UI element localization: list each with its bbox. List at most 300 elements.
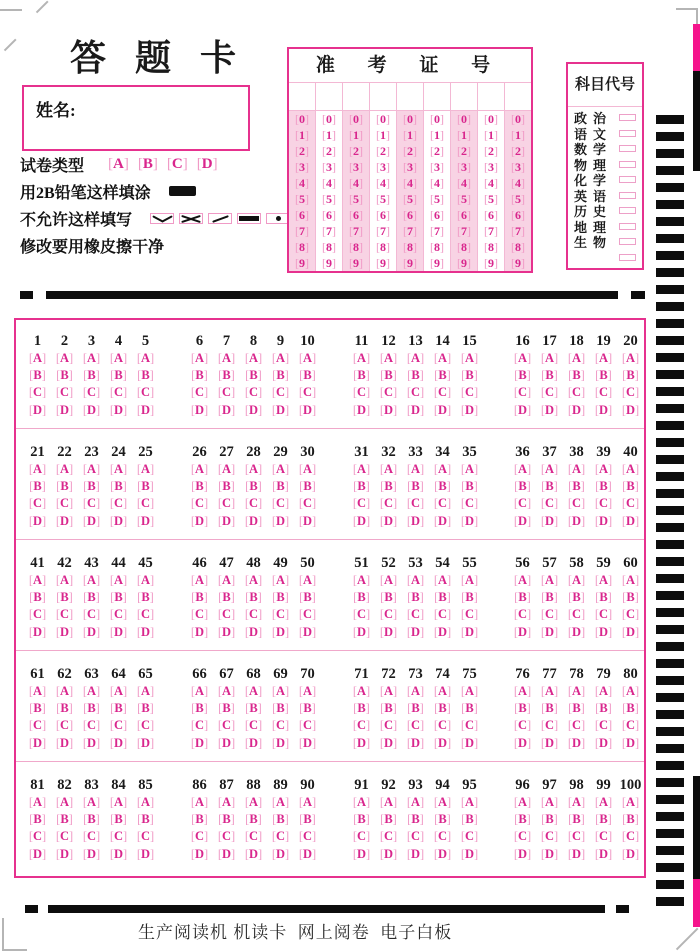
answer-bubble-80a[interactable]	[617, 683, 644, 700]
answer-bubble-42a[interactable]	[51, 572, 78, 589]
answer-bubble-53a[interactable]	[402, 572, 429, 589]
answer-bubble-27b[interactable]	[213, 478, 240, 495]
admission-digit-bubble-4[interactable]	[397, 175, 423, 191]
admission-digit-bubble-0[interactable]	[316, 111, 342, 127]
answer-bubble-98c[interactable]	[563, 828, 590, 845]
answer-bubble-41c[interactable]	[24, 606, 51, 623]
answer-bubble-40b[interactable]	[617, 478, 644, 495]
answer-bubble-36b[interactable]	[509, 478, 536, 495]
answer-bubble-96d[interactable]	[509, 846, 536, 863]
answer-bubble-88b[interactable]	[240, 811, 267, 828]
admission-digit-bubble-6[interactable]	[478, 207, 504, 223]
answer-bubble-17b[interactable]	[536, 367, 563, 384]
answer-bubble-29c[interactable]	[267, 495, 294, 512]
answer-bubble-43b[interactable]	[78, 589, 105, 606]
answer-bubble-92d[interactable]	[375, 846, 402, 863]
answer-bubble-9c[interactable]	[267, 384, 294, 401]
admission-digit-bubble-2[interactable]	[424, 143, 450, 159]
admission-digit-bubble-0[interactable]	[451, 111, 477, 127]
admission-digit-bubble-2[interactable]	[397, 143, 423, 159]
admission-digit-bubble-0[interactable]	[505, 111, 531, 127]
answer-bubble-79d[interactable]	[590, 735, 617, 752]
answer-bubble-13c[interactable]	[402, 384, 429, 401]
answer-bubble-30b[interactable]	[294, 478, 321, 495]
admission-digit-bubble-6[interactable]	[370, 207, 396, 223]
answer-bubble-47d[interactable]	[213, 624, 240, 641]
admission-digit-bubble-3[interactable]	[424, 159, 450, 175]
answer-bubble-28d[interactable]	[240, 513, 267, 530]
answer-bubble-18d[interactable]	[563, 402, 590, 419]
answer-bubble-100b[interactable]	[617, 811, 644, 828]
answer-bubble-40c[interactable]	[617, 495, 644, 512]
answer-bubble-36a[interactable]	[509, 461, 536, 478]
answer-bubble-36c[interactable]	[509, 495, 536, 512]
answer-bubble-27c[interactable]	[213, 495, 240, 512]
answer-bubble-15c[interactable]	[456, 384, 483, 401]
answer-bubble-95c[interactable]	[456, 828, 483, 845]
admission-digit-bubble-2[interactable]	[451, 143, 477, 159]
answer-bubble-80d[interactable]	[617, 735, 644, 752]
name-input-box[interactable]	[22, 85, 250, 151]
answer-bubble-22d[interactable]	[51, 513, 78, 530]
subject-bubble[interactable]	[619, 176, 636, 183]
answer-bubble-26d[interactable]	[186, 513, 213, 530]
answer-bubble-67d[interactable]	[213, 735, 240, 752]
answer-bubble-4c[interactable]	[105, 384, 132, 401]
answer-bubble-21b[interactable]	[24, 478, 51, 495]
answer-bubble-50d[interactable]	[294, 624, 321, 641]
answer-bubble-59d[interactable]	[590, 624, 617, 641]
answer-bubble-60d[interactable]	[617, 624, 644, 641]
answer-bubble-70a[interactable]	[294, 683, 321, 700]
subject-bubble[interactable]	[619, 145, 636, 152]
admission-digit-bubble-2[interactable]	[343, 143, 369, 159]
answer-bubble-60b[interactable]	[617, 589, 644, 606]
admission-digit-bubble-3[interactable]	[478, 159, 504, 175]
answer-bubble-58a[interactable]	[563, 572, 590, 589]
answer-bubble-9b[interactable]	[267, 367, 294, 384]
answer-bubble-47b[interactable]	[213, 589, 240, 606]
answer-bubble-60c[interactable]	[617, 606, 644, 623]
answer-bubble-76a[interactable]	[509, 683, 536, 700]
answer-bubble-40d[interactable]	[617, 513, 644, 530]
answer-bubble-96b[interactable]	[509, 811, 536, 828]
answer-bubble-62c[interactable]	[51, 717, 78, 734]
answer-bubble-25c[interactable]	[132, 495, 159, 512]
admission-digit-bubble-4[interactable]	[478, 175, 504, 191]
answer-bubble-95d[interactable]	[456, 846, 483, 863]
answer-bubble-59c[interactable]	[590, 606, 617, 623]
answer-bubble-74b[interactable]	[429, 700, 456, 717]
answer-bubble-4b[interactable]	[105, 367, 132, 384]
admission-digit-bubble-5[interactable]	[343, 191, 369, 207]
answer-bubble-73c[interactable]	[402, 717, 429, 734]
answer-bubble-75b[interactable]	[456, 700, 483, 717]
answer-bubble-20a[interactable]	[617, 350, 644, 367]
answer-bubble-66b[interactable]	[186, 700, 213, 717]
answer-bubble-90c[interactable]	[294, 828, 321, 845]
answer-bubble-38b[interactable]	[563, 478, 590, 495]
answer-bubble-63c[interactable]	[78, 717, 105, 734]
answer-bubble-68d[interactable]	[240, 735, 267, 752]
answer-bubble-39a[interactable]	[590, 461, 617, 478]
answer-bubble-97b[interactable]	[536, 811, 563, 828]
admission-digit-bubble-6[interactable]	[397, 207, 423, 223]
subject-bubble[interactable]	[619, 114, 636, 121]
admission-digit-bubble-6[interactable]	[424, 207, 450, 223]
answer-bubble-34c[interactable]	[429, 495, 456, 512]
answer-bubble-46b[interactable]	[186, 589, 213, 606]
answer-bubble-1a[interactable]	[24, 350, 51, 367]
answer-bubble-87b[interactable]	[213, 811, 240, 828]
answer-bubble-65a[interactable]	[132, 683, 159, 700]
answer-bubble-59b[interactable]	[590, 589, 617, 606]
answer-bubble-49c[interactable]	[267, 606, 294, 623]
answer-bubble-63b[interactable]	[78, 700, 105, 717]
answer-bubble-83a[interactable]	[78, 794, 105, 811]
answer-bubble-54b[interactable]	[429, 589, 456, 606]
answer-bubble-11c[interactable]	[348, 384, 375, 401]
answer-bubble-23d[interactable]	[78, 513, 105, 530]
admission-digit-bubble-3[interactable]	[343, 159, 369, 175]
answer-bubble-80b[interactable]	[617, 700, 644, 717]
answer-bubble-32a[interactable]	[375, 461, 402, 478]
answer-bubble-71d[interactable]	[348, 735, 375, 752]
answer-bubble-1d[interactable]	[24, 402, 51, 419]
answer-bubble-15d[interactable]	[456, 402, 483, 419]
answer-bubble-22a[interactable]	[51, 461, 78, 478]
answer-bubble-73b[interactable]	[402, 700, 429, 717]
answer-bubble-57d[interactable]	[536, 624, 563, 641]
answer-bubble-61d[interactable]	[24, 735, 51, 752]
answer-bubble-12d[interactable]	[375, 402, 402, 419]
answer-bubble-63a[interactable]	[78, 683, 105, 700]
answer-bubble-5c[interactable]	[132, 384, 159, 401]
answer-bubble-34d[interactable]	[429, 513, 456, 530]
subject-bubble[interactable]	[619, 238, 636, 245]
answer-bubble-14c[interactable]	[429, 384, 456, 401]
answer-bubble-49b[interactable]	[267, 589, 294, 606]
answer-bubble-31d[interactable]	[348, 513, 375, 530]
answer-bubble-76b[interactable]	[509, 700, 536, 717]
answer-bubble-49d[interactable]	[267, 624, 294, 641]
admission-digit-bubble-5[interactable]	[505, 191, 531, 207]
answer-bubble-69b[interactable]	[267, 700, 294, 717]
admission-digit-bubble-8[interactable]	[451, 239, 477, 255]
answer-bubble-75d[interactable]	[456, 735, 483, 752]
answer-bubble-70b[interactable]	[294, 700, 321, 717]
answer-bubble-37c[interactable]	[536, 495, 563, 512]
answer-bubble-59a[interactable]	[590, 572, 617, 589]
answer-bubble-16d[interactable]	[509, 402, 536, 419]
admission-digit-bubble-6[interactable]	[505, 207, 531, 223]
answer-bubble-82d[interactable]	[51, 846, 78, 863]
answer-bubble-23b[interactable]	[78, 478, 105, 495]
answer-bubble-29d[interactable]	[267, 513, 294, 530]
admission-digit-bubble-2[interactable]	[316, 143, 342, 159]
answer-bubble-46a[interactable]	[186, 572, 213, 589]
answer-bubble-54a[interactable]	[429, 572, 456, 589]
answer-bubble-77d[interactable]	[536, 735, 563, 752]
admission-digit-bubble-2[interactable]	[505, 143, 531, 159]
answer-bubble-55d[interactable]	[456, 624, 483, 641]
answer-bubble-53b[interactable]	[402, 589, 429, 606]
answer-bubble-19a[interactable]	[590, 350, 617, 367]
answer-bubble-82c[interactable]	[51, 828, 78, 845]
answer-bubble-64c[interactable]	[105, 717, 132, 734]
answer-bubble-39c[interactable]	[590, 495, 617, 512]
admission-digit-bubble-8[interactable]	[343, 239, 369, 255]
answer-bubble-44c[interactable]	[105, 606, 132, 623]
answer-bubble-19c[interactable]	[590, 384, 617, 401]
answer-bubble-37b[interactable]	[536, 478, 563, 495]
answer-bubble-65b[interactable]	[132, 700, 159, 717]
answer-bubble-20d[interactable]	[617, 402, 644, 419]
answer-bubble-92b[interactable]	[375, 811, 402, 828]
answer-bubble-37d[interactable]	[536, 513, 563, 530]
answer-bubble-66d[interactable]	[186, 735, 213, 752]
answer-bubble-100d[interactable]	[617, 846, 644, 863]
answer-bubble-9d[interactable]	[267, 402, 294, 419]
answer-bubble-75a[interactable]	[456, 683, 483, 700]
admission-digit-bubble-3[interactable]	[397, 159, 423, 175]
answer-bubble-26b[interactable]	[186, 478, 213, 495]
answer-bubble-72a[interactable]	[375, 683, 402, 700]
answer-bubble-55c[interactable]	[456, 606, 483, 623]
answer-bubble-89d[interactable]	[267, 846, 294, 863]
answer-bubble-10b[interactable]	[294, 367, 321, 384]
answer-bubble-32c[interactable]	[375, 495, 402, 512]
answer-bubble-42b[interactable]	[51, 589, 78, 606]
answer-bubble-98d[interactable]	[563, 846, 590, 863]
answer-bubble-52b[interactable]	[375, 589, 402, 606]
answer-bubble-68c[interactable]	[240, 717, 267, 734]
answer-bubble-48a[interactable]	[240, 572, 267, 589]
admission-digit-bubble-7[interactable]	[343, 223, 369, 239]
admission-digit-bubble-4[interactable]	[505, 175, 531, 191]
admission-digit-bubble-5[interactable]	[316, 191, 342, 207]
admission-digit-bubble-9[interactable]	[505, 255, 531, 271]
answer-bubble-94d[interactable]	[429, 846, 456, 863]
answer-bubble-68b[interactable]	[240, 700, 267, 717]
answer-bubble-84d[interactable]	[105, 846, 132, 863]
answer-bubble-29b[interactable]	[267, 478, 294, 495]
answer-bubble-31b[interactable]	[348, 478, 375, 495]
answer-bubble-5d[interactable]	[132, 402, 159, 419]
admission-digit-bubble-4[interactable]	[424, 175, 450, 191]
answer-bubble-44d[interactable]	[105, 624, 132, 641]
paper-type-option-a[interactable]	[108, 156, 129, 173]
answer-bubble-85d[interactable]	[132, 846, 159, 863]
answer-bubble-87a[interactable]	[213, 794, 240, 811]
subject-bubble[interactable]	[619, 161, 636, 168]
answer-bubble-97d[interactable]	[536, 846, 563, 863]
admission-digit-bubble-5[interactable]	[397, 191, 423, 207]
answer-bubble-47c[interactable]	[213, 606, 240, 623]
answer-bubble-4a[interactable]	[105, 350, 132, 367]
answer-bubble-97c[interactable]	[536, 828, 563, 845]
admission-write-cell[interactable]	[370, 83, 397, 110]
admission-digit-bubble-8[interactable]	[370, 239, 396, 255]
answer-bubble-78c[interactable]	[563, 717, 590, 734]
answer-bubble-29a[interactable]	[267, 461, 294, 478]
admission-write-cell[interactable]	[343, 83, 370, 110]
answer-bubble-67c[interactable]	[213, 717, 240, 734]
answer-bubble-78a[interactable]	[563, 683, 590, 700]
answer-bubble-71a[interactable]	[348, 683, 375, 700]
admission-digit-bubble-5[interactable]	[478, 191, 504, 207]
answer-bubble-88a[interactable]	[240, 794, 267, 811]
answer-bubble-17c[interactable]	[536, 384, 563, 401]
admission-digit-bubble-1[interactable]	[316, 127, 342, 143]
admission-digit-bubble-7[interactable]	[478, 223, 504, 239]
answer-bubble-47a[interactable]	[213, 572, 240, 589]
admission-digit-bubble-1[interactable]	[289, 127, 315, 143]
answer-bubble-65c[interactable]	[132, 717, 159, 734]
admission-digit-bubble-7[interactable]	[451, 223, 477, 239]
admission-digit-bubble-9[interactable]	[478, 255, 504, 271]
answer-bubble-52c[interactable]	[375, 606, 402, 623]
admission-digit-bubble-8[interactable]	[289, 239, 315, 255]
answer-bubble-70d[interactable]	[294, 735, 321, 752]
answer-bubble-42c[interactable]	[51, 606, 78, 623]
answer-bubble-24d[interactable]	[105, 513, 132, 530]
answer-bubble-84b[interactable]	[105, 811, 132, 828]
answer-bubble-100c[interactable]	[617, 828, 644, 845]
answer-bubble-21d[interactable]	[24, 513, 51, 530]
answer-bubble-86d[interactable]	[186, 846, 213, 863]
answer-bubble-4d[interactable]	[105, 402, 132, 419]
answer-bubble-12c[interactable]	[375, 384, 402, 401]
answer-bubble-90a[interactable]	[294, 794, 321, 811]
answer-bubble-71b[interactable]	[348, 700, 375, 717]
answer-bubble-68a[interactable]	[240, 683, 267, 700]
answer-bubble-5a[interactable]	[132, 350, 159, 367]
answer-bubble-28c[interactable]	[240, 495, 267, 512]
answer-bubble-15a[interactable]	[456, 350, 483, 367]
answer-bubble-8c[interactable]	[240, 384, 267, 401]
answer-bubble-54c[interactable]	[429, 606, 456, 623]
answer-bubble-39b[interactable]	[590, 478, 617, 495]
answer-bubble-2a[interactable]	[51, 350, 78, 367]
answer-bubble-52d[interactable]	[375, 624, 402, 641]
answer-bubble-7b[interactable]	[213, 367, 240, 384]
answer-bubble-72c[interactable]	[375, 717, 402, 734]
answer-bubble-64b[interactable]	[105, 700, 132, 717]
admission-digit-bubble-9[interactable]	[451, 255, 477, 271]
admission-digit-bubble-2[interactable]	[478, 143, 504, 159]
answer-bubble-61c[interactable]	[24, 717, 51, 734]
admission-digit-bubble-7[interactable]	[316, 223, 342, 239]
answer-bubble-41a[interactable]	[24, 572, 51, 589]
admission-digit-bubble-9[interactable]	[424, 255, 450, 271]
admission-digit-bubble-3[interactable]	[370, 159, 396, 175]
answer-bubble-22c[interactable]	[51, 495, 78, 512]
answer-bubble-69a[interactable]	[267, 683, 294, 700]
answer-bubble-62b[interactable]	[51, 700, 78, 717]
answer-bubble-53c[interactable]	[402, 606, 429, 623]
answer-bubble-38d[interactable]	[563, 513, 590, 530]
answer-bubble-63d[interactable]	[78, 735, 105, 752]
answer-bubble-86c[interactable]	[186, 828, 213, 845]
answer-bubble-30a[interactable]	[294, 461, 321, 478]
answer-bubble-80c[interactable]	[617, 717, 644, 734]
admission-digit-bubble-8[interactable]	[505, 239, 531, 255]
paper-type-option-b[interactable]	[138, 156, 158, 173]
admission-digit-bubble-5[interactable]	[370, 191, 396, 207]
answer-bubble-71c[interactable]	[348, 717, 375, 734]
answer-bubble-11d[interactable]	[348, 402, 375, 419]
answer-bubble-31c[interactable]	[348, 495, 375, 512]
answer-bubble-17d[interactable]	[536, 402, 563, 419]
answer-bubble-98b[interactable]	[563, 811, 590, 828]
answer-bubble-56d[interactable]	[509, 624, 536, 641]
answer-bubble-27d[interactable]	[213, 513, 240, 530]
answer-bubble-51a[interactable]	[348, 572, 375, 589]
answer-bubble-94b[interactable]	[429, 811, 456, 828]
answer-bubble-72d[interactable]	[375, 735, 402, 752]
answer-bubble-33b[interactable]	[402, 478, 429, 495]
answer-bubble-50a[interactable]	[294, 572, 321, 589]
admission-digit-bubble-1[interactable]	[424, 127, 450, 143]
answer-bubble-93b[interactable]	[402, 811, 429, 828]
subject-bubble[interactable]	[619, 130, 636, 137]
answer-bubble-69c[interactable]	[267, 717, 294, 734]
answer-bubble-55a[interactable]	[456, 572, 483, 589]
subject-bubble[interactable]	[619, 192, 636, 199]
answer-bubble-25b[interactable]	[132, 478, 159, 495]
admission-write-cell[interactable]	[478, 83, 505, 110]
answer-bubble-42d[interactable]	[51, 624, 78, 641]
answer-bubble-9a[interactable]	[267, 350, 294, 367]
admission-digit-bubble-7[interactable]	[397, 223, 423, 239]
answer-bubble-16c[interactable]	[509, 384, 536, 401]
answer-bubble-30c[interactable]	[294, 495, 321, 512]
answer-bubble-6d[interactable]	[186, 402, 213, 419]
answer-bubble-43c[interactable]	[78, 606, 105, 623]
answer-bubble-77a[interactable]	[536, 683, 563, 700]
answer-bubble-26c[interactable]	[186, 495, 213, 512]
answer-bubble-67b[interactable]	[213, 700, 240, 717]
answer-bubble-1c[interactable]	[24, 384, 51, 401]
answer-bubble-77c[interactable]	[536, 717, 563, 734]
answer-bubble-83c[interactable]	[78, 828, 105, 845]
admission-digit-bubble-9[interactable]	[397, 255, 423, 271]
answer-bubble-83d[interactable]	[78, 846, 105, 863]
answer-bubble-12b[interactable]	[375, 367, 402, 384]
answer-bubble-1b[interactable]	[24, 367, 51, 384]
admission-digit-bubble-6[interactable]	[451, 207, 477, 223]
admission-digit-bubble-5[interactable]	[451, 191, 477, 207]
answer-bubble-3d[interactable]	[78, 402, 105, 419]
answer-bubble-81a[interactable]	[24, 794, 51, 811]
answer-bubble-41b[interactable]	[24, 589, 51, 606]
answer-bubble-93d[interactable]	[402, 846, 429, 863]
admission-digit-bubble-7[interactable]	[505, 223, 531, 239]
answer-bubble-61b[interactable]	[24, 700, 51, 717]
answer-bubble-91c[interactable]	[348, 828, 375, 845]
answer-bubble-57b[interactable]	[536, 589, 563, 606]
admission-digit-bubble-4[interactable]	[451, 175, 477, 191]
answer-bubble-92c[interactable]	[375, 828, 402, 845]
paper-type-option-c[interactable]	[167, 156, 188, 173]
admission-digit-bubble-4[interactable]	[370, 175, 396, 191]
answer-bubble-99c[interactable]	[590, 828, 617, 845]
answer-bubble-8b[interactable]	[240, 367, 267, 384]
answer-bubble-7a[interactable]	[213, 350, 240, 367]
answer-bubble-73d[interactable]	[402, 735, 429, 752]
answer-bubble-28a[interactable]	[240, 461, 267, 478]
